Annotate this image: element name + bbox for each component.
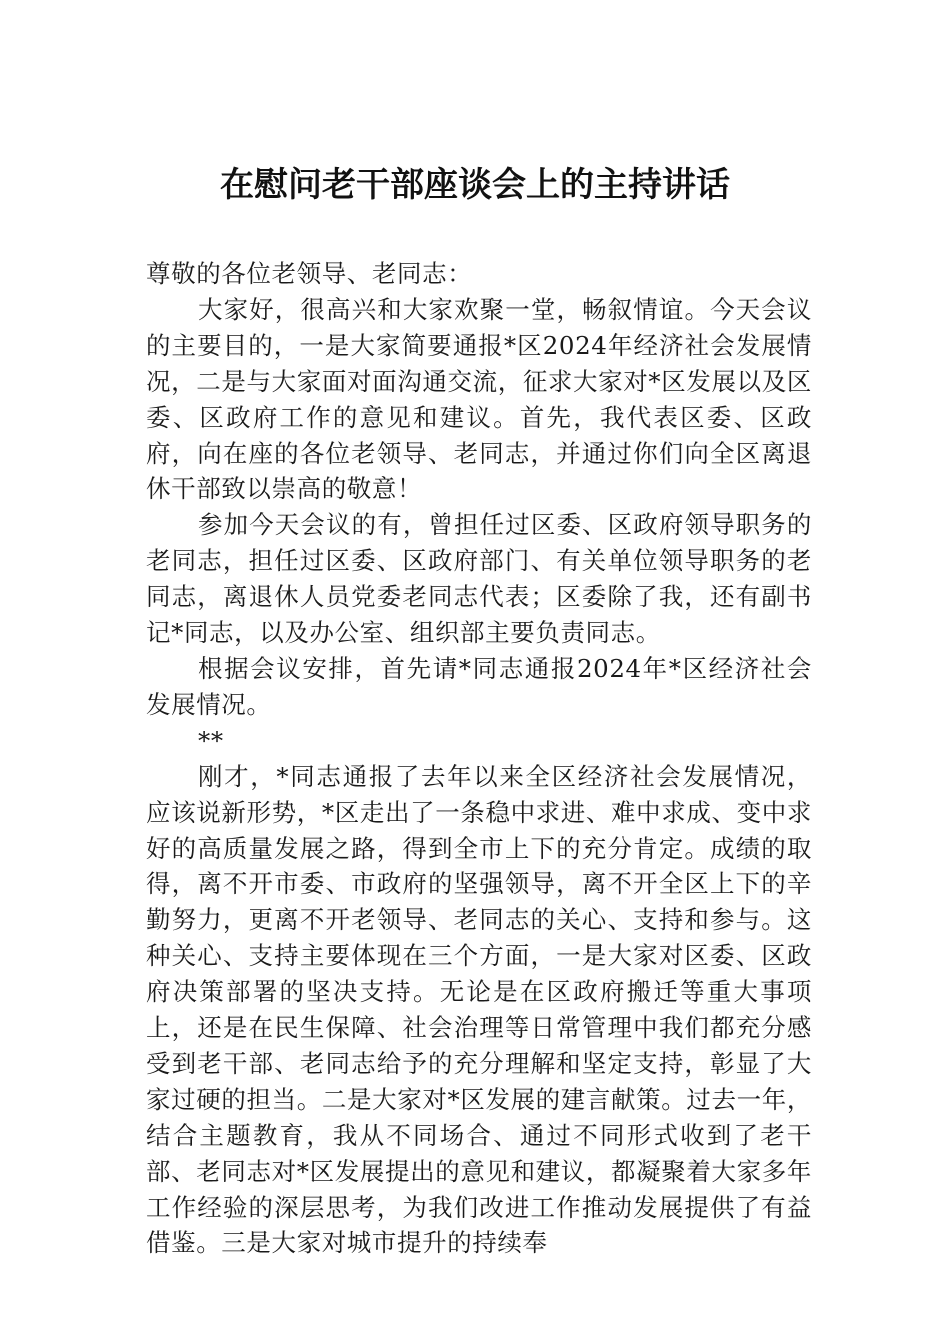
paragraph-opening: 大家好，很高兴和大家欢聚一堂，畅叙情谊。今天会议的主要目的，一是大家简要通报*区2024年经济社会发展情况，二是与大家面对面沟通交流，征求大家对*区发展以及区委、区政府工作的意见和建议。首先，我代表区委、区政府，向在座的各位老领导、老同志，并通过你们向全区离退休干部致以崇高的敬意！ [146,294,812,504]
paragraph-review: 刚才，*同志通报了去年以来全区经济社会发展情况，应该说新形势，*区走出了一条稳中求进、难中求成、变中求好的高质量发展之路，得到全市上下的充分肯定。成绩的取得，离不开市委、市政府的坚强领导，离不开全区上下的辛勤努力，更离不开老领导、老同志的关心、支持和参与。这种关心、支持主要体现在三个方面，一是大家对区委、区政府决策部署的坚决支持。无论是在区政府搬迁等重大事项上，还是在民生保障、社会治理等日常管理中我们都充分感受到老干部、老同志给予的充分理解和坚定支持，彰显了大家过硬的担当。二是大家对*区发展的建言献策。过去一年，结合主题教育，我从不同场合、通过不同形式收到了老干部、老同志对*区发展提出的意见和建议，都凝聚着大家多年工作经验的深层思考，为我们改进工作推动发展提供了有益借鉴。三是大家对城市提升的持续奉 [146,761,812,1258]
salutation: 尊敬的各位老领导、老同志： [146,259,473,288]
document-body [146,256,812,1261]
document-title: 在慰问老干部座谈会上的主持讲话 [220,165,730,205]
paragraph-attendees: 参加今天会议的有，曾担任过区委、区政府领导职务的老同志，担任过区委、区政府部门、有关单位领导职务的老同志，离退休人员党委老同志代表；区委除了我，还有副书记*同志，以及办公室、组织部主要负责同志。 [146,510,812,648]
section-separator: ** [198,725,224,755]
paragraph-agenda: 根据会议安排，首先请*同志通报2024年*区经济社会发展情况。 [146,653,812,719]
